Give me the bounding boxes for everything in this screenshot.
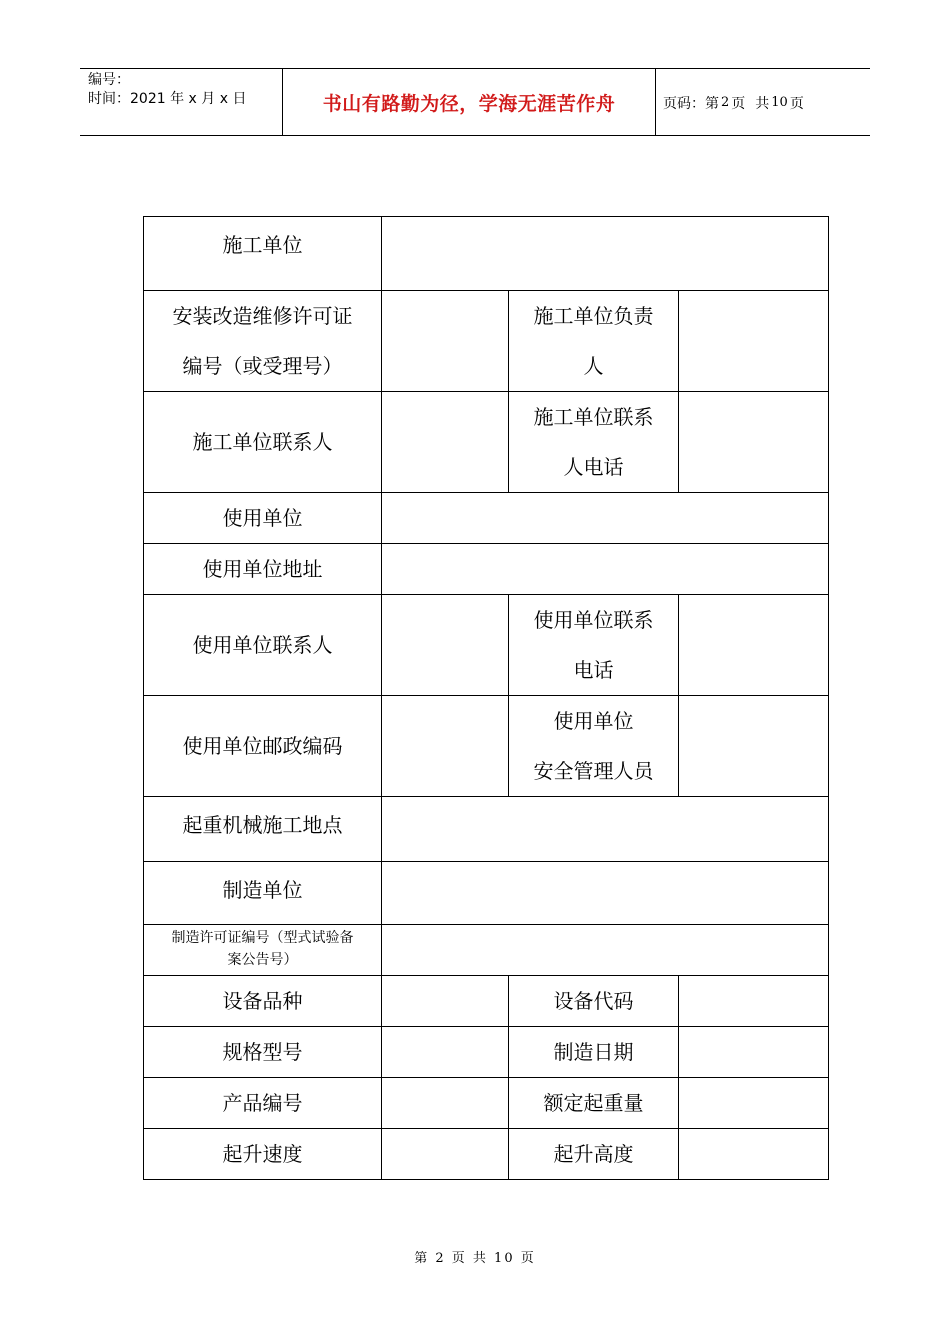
label-line: 施工单位负责 xyxy=(533,304,654,328)
table-row xyxy=(144,217,829,291)
page-total: 10 xyxy=(771,95,788,110)
value-lift-height[interactable] xyxy=(679,1129,829,1180)
table-row xyxy=(144,493,829,544)
label-user-safety-manager xyxy=(509,696,679,797)
value-model[interactable] xyxy=(382,1027,509,1078)
value-equipment-code[interactable] xyxy=(679,976,829,1027)
label-line: 使用单位联系 xyxy=(533,608,654,632)
label-construction-unit: 施工单位 xyxy=(144,217,382,291)
value-lift-speed[interactable] xyxy=(382,1129,509,1180)
table-row xyxy=(144,1129,829,1180)
label-mfg-license xyxy=(144,925,382,976)
table-row xyxy=(144,797,829,862)
label-lift-height: 起升高度 xyxy=(509,1129,679,1180)
label-line: 电话 xyxy=(573,658,614,682)
table-row xyxy=(144,1078,829,1129)
label-construction-phone xyxy=(509,392,679,493)
label-product-number: 产品编号 xyxy=(144,1078,382,1129)
label-line: 人电话 xyxy=(563,455,624,479)
table-row xyxy=(144,392,829,493)
table-row xyxy=(144,976,829,1027)
table-row xyxy=(144,925,829,976)
page-total-prefix: 共 xyxy=(755,95,770,112)
label-line: 施工单位联系 xyxy=(533,405,654,429)
label-user-address: 使用单位地址 xyxy=(144,544,382,595)
value-mfg-date[interactable] xyxy=(679,1027,829,1078)
page-mid: 页 xyxy=(731,95,746,112)
value-manufacturer[interactable] xyxy=(382,862,829,925)
value-mfg-license[interactable] xyxy=(382,925,829,976)
label-equipment-code: 设备代码 xyxy=(509,976,679,1027)
page-current: 2 xyxy=(721,95,730,110)
value-construction-contact[interactable] xyxy=(382,392,509,493)
value-equipment-type[interactable] xyxy=(382,976,509,1027)
label-user-contact: 使用单位联系人 xyxy=(144,595,382,696)
value-user-postcode[interactable] xyxy=(382,696,509,797)
label-construction-contact: 施工单位联系人 xyxy=(144,392,382,493)
value-user-safety-manager[interactable] xyxy=(679,696,829,797)
label-rated-load: 额定起重量 xyxy=(509,1078,679,1129)
value-user-address[interactable] xyxy=(382,544,829,595)
value-construction-leader[interactable] xyxy=(679,291,829,392)
label-user-postcode: 使用单位邮政编码 xyxy=(144,696,382,797)
header-info xyxy=(88,71,280,109)
page-prefix: 页码：第 xyxy=(663,95,719,112)
table-row xyxy=(144,862,829,925)
page-suffix: 页 xyxy=(789,95,804,112)
label-equipment-type: 设备品种 xyxy=(144,976,382,1027)
header-motto: 书山有路勤为径，学海无涯苦作舟 xyxy=(322,93,616,115)
label-line: 安全管理人员 xyxy=(533,759,654,783)
label-lift-speed: 起升速度 xyxy=(144,1129,382,1180)
label-model: 规格型号 xyxy=(144,1027,382,1078)
value-construction-phone[interactable] xyxy=(679,392,829,493)
registration-form xyxy=(143,216,829,1180)
label-line: 制造许可证编号（型式试验备 xyxy=(171,930,354,946)
page-footer: 第 2 页 共 10 页 xyxy=(414,1251,536,1266)
page-header xyxy=(80,68,870,136)
header-divider-right xyxy=(655,69,656,136)
label-manufacturer: 制造单位 xyxy=(144,862,382,925)
value-product-number[interactable] xyxy=(382,1078,509,1129)
label-user-phone xyxy=(509,595,679,696)
table-row xyxy=(144,1027,829,1078)
document-time: 时间：2021 年 x 月 x 日 xyxy=(88,91,247,107)
value-rated-load[interactable] xyxy=(679,1078,829,1129)
label-line: 使用单位 xyxy=(553,709,634,733)
value-license-number[interactable] xyxy=(382,291,509,392)
label-mfg-date: 制造日期 xyxy=(509,1027,679,1078)
value-user-phone[interactable] xyxy=(679,595,829,696)
label-line: 安装改造维修许可证 xyxy=(172,304,353,328)
table-row xyxy=(144,595,829,696)
value-crane-site[interactable] xyxy=(382,797,829,862)
document-number-label: 编号： xyxy=(88,72,130,88)
label-crane-site: 起重机械施工地点 xyxy=(144,797,382,862)
table-row xyxy=(144,291,829,392)
label-line: 案公告号） xyxy=(227,952,298,968)
value-user-unit[interactable] xyxy=(382,493,829,544)
label-line: 人 xyxy=(583,354,604,378)
label-user-unit: 使用单位 xyxy=(144,493,382,544)
label-license-number xyxy=(144,291,382,392)
table-row xyxy=(144,696,829,797)
value-user-contact[interactable] xyxy=(382,595,509,696)
label-line: 编号（或受理号） xyxy=(182,354,343,378)
label-construction-leader xyxy=(509,291,679,392)
table-row xyxy=(144,544,829,595)
header-page-number xyxy=(663,69,804,136)
value-construction-unit[interactable] xyxy=(382,217,829,291)
